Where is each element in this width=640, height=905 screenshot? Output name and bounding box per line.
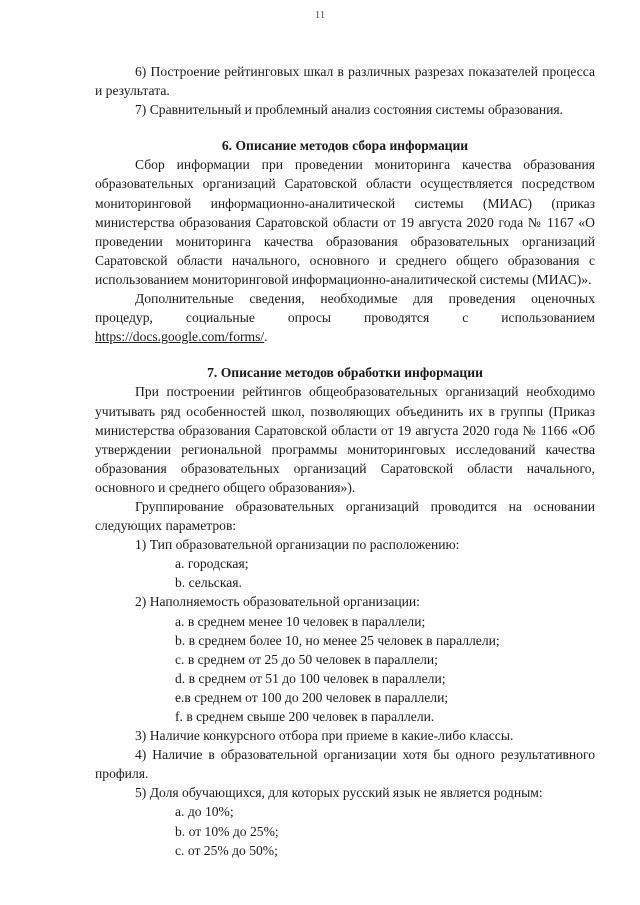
section-7-paragraph-1: При построении рейтингов общеобразовательных организаций необходимо учитывать ряд особенностей школ, позволяющих объединить их в группы (Приказ министерства образования Саратовской области от 19 августа 2020 года № 1166 «Об утверждении региональной программы мониторинговых исследований качества образования образовательных организаций Саратовской области начального, основного и среднего общего образования»).: [95, 384, 595, 495]
param-1-item-b: b. сельская.: [175, 575, 242, 591]
param-1-item-a: a. городская;: [175, 556, 249, 572]
section-6-paragraph-2-tail: .: [264, 329, 268, 345]
param-3: 3) Наличие конкурсного отбора при приеме в какие-либо классы.: [135, 728, 514, 744]
param-2-item-e: e.в среднем от 100 до 200 человек в параллели;: [175, 689, 449, 705]
intro-item-6: 6) Построение рейтинговых шкал в различных разрезах показателей процесса и результата.: [95, 64, 595, 99]
intro-item-7: 7) Сравнительный и проблемный анализ состояния системы образования.: [135, 102, 564, 118]
param-1: 1) Тип образовательной организации по расположению:: [135, 537, 460, 553]
param-2-item-a: a. в среднем менее 10 человек в параллели;: [175, 613, 426, 629]
param-2-item-d: d. в среднем от 51 до 100 человек в параллели;: [175, 670, 446, 686]
section-6-paragraph-2-text: Дополнительные сведения, необходимые для проведения оценочных процедур, социальные опросы проводятся с использованием: [95, 291, 595, 326]
param-5-item-a: a. до 10%;: [175, 804, 234, 820]
section-7-heading: 7. Описание методов обработки информации: [207, 365, 483, 381]
param-5-item-b: b. от 10% до 25%;: [175, 823, 279, 839]
document-body: [95, 62, 595, 860]
section-7-paragraph-2: Группирование образовательных организаций проводится на основании следующих параметров:: [95, 498, 595, 534]
param-2-item-f: f. в среднем свыше 200 человек в параллели.: [175, 709, 435, 724]
param-5-item-c: c. от 25% до 50%;: [175, 842, 278, 858]
param-2-item-b: b. в среднем более 10, но менее 25 человек в параллели;: [175, 632, 500, 648]
page-number: 11: [314, 9, 326, 21]
section-6-heading: 6. Описание методов сбора информации: [221, 138, 469, 154]
param-2-item-c: c. в среднем от 25 до 50 человек в параллели;: [175, 651, 438, 667]
section-6-paragraph-2: [95, 289, 595, 346]
param-2: 2) Наполняемость образовательной организации:: [135, 594, 420, 610]
google-forms-link[interactable]: https://docs.google.com/forms/: [95, 329, 265, 345]
param-5: 5) Доля обучающихся, для которых русский язык не является родным:: [135, 785, 543, 801]
section-6-paragraph-1: Сбор информации при проведении мониторинга качества образования образовательных организаций Саратовской области осуществляется посредством мониторинговой информационно-аналитической системы (МИАС) (приказ министерства образования Саратовской области от 19 августа 2020 года № 1167 «О проведении мониторинга качества образования образовательных организаций Саратовской области начального, основного и среднего общего образования с использованием мониторинговой информационно-аналитической системы (МИАС)».: [95, 157, 595, 287]
param-4: 4) Наличие в образовательной организации хотя бы одного результативного профиля.: [95, 747, 595, 782]
